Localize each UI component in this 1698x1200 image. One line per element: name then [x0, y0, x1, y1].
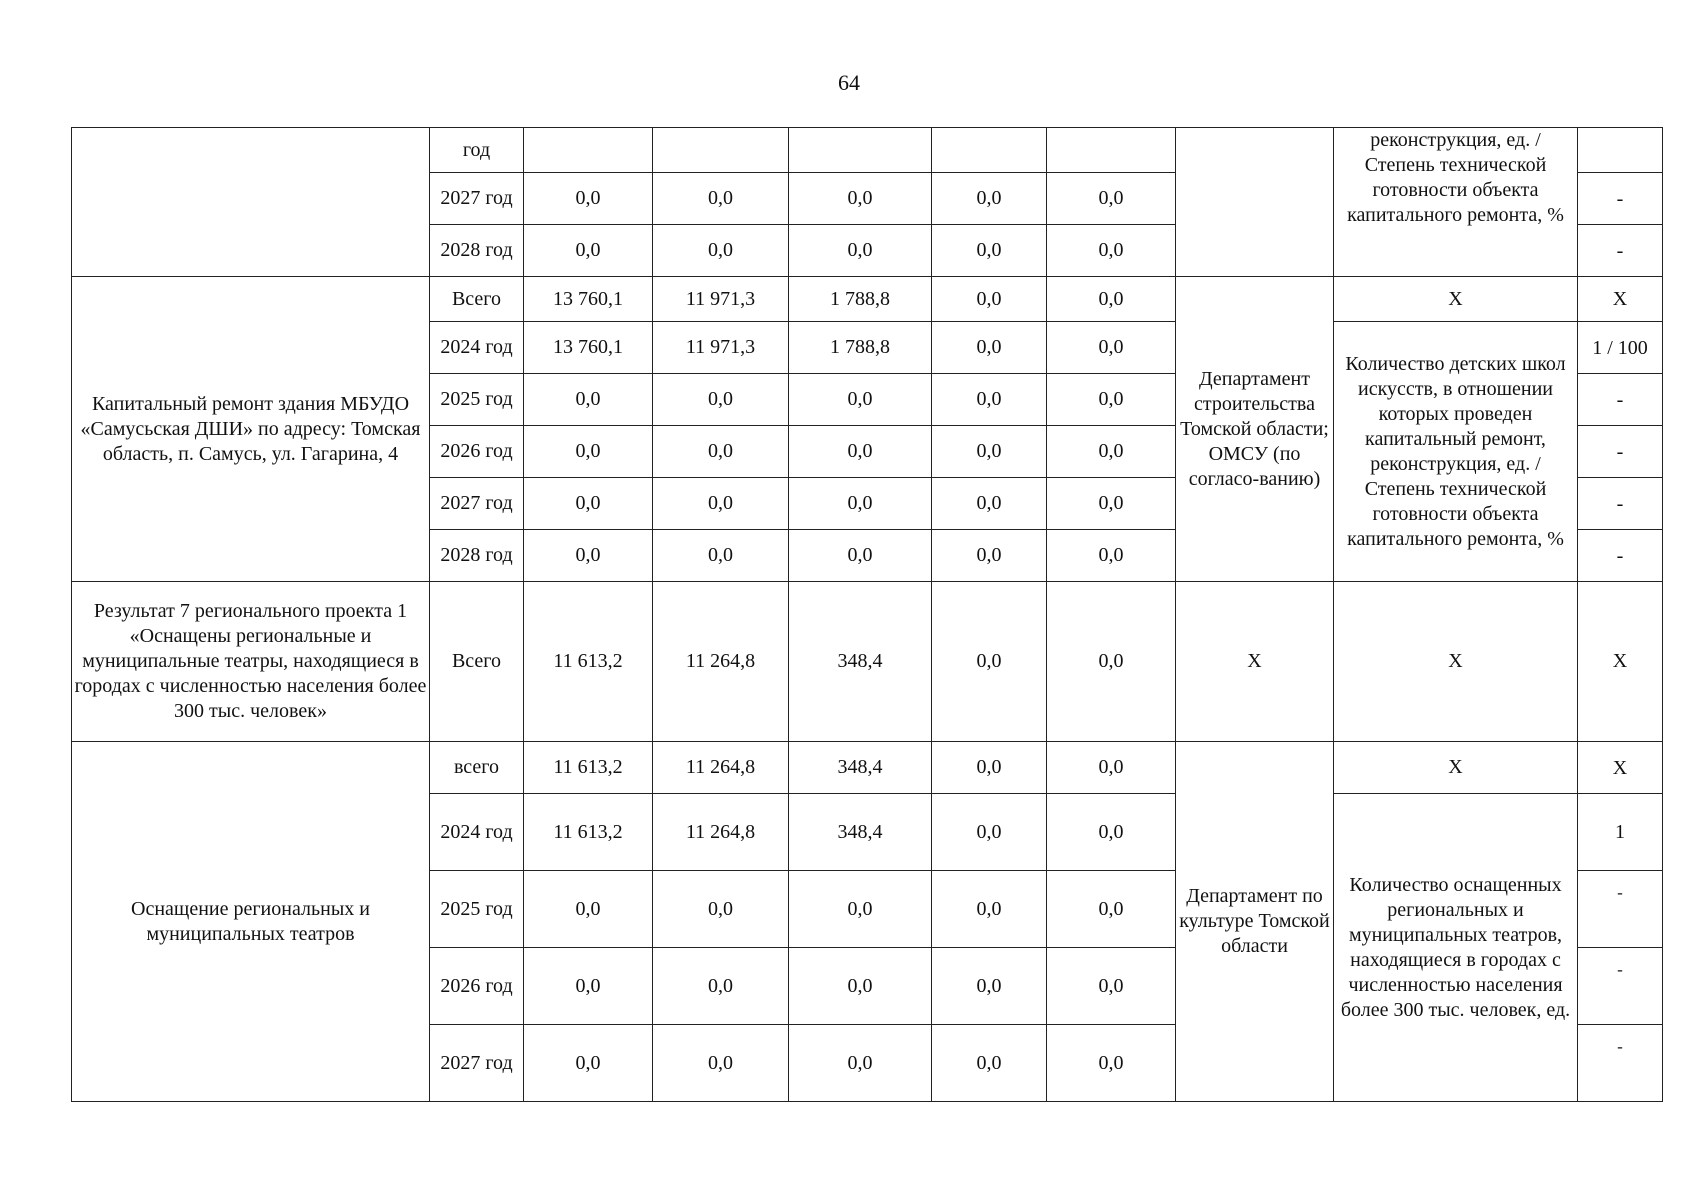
- table-row: [72, 277, 1663, 322]
- regional-amount-cell: 1 788,8: [789, 322, 932, 374]
- indicator-value-cell: -: [1578, 426, 1663, 478]
- federal-amount-cell: 11 971,3: [653, 322, 789, 374]
- regional-amount-cell: 0,0: [789, 225, 932, 277]
- other-amount-cell: 0,0: [1047, 478, 1176, 530]
- regional-amount-cell: 0,0: [789, 530, 932, 582]
- total-amount-cell: 13 760,1: [524, 322, 653, 374]
- federal-amount-cell: 11 264,8: [653, 582, 789, 742]
- regional-amount-cell: 0,0: [789, 1025, 932, 1102]
- indicator-cell: Количество детских школ искусств, в отношении которых проведен капитальный ремонт, реконструкция, ед. / Степень технической готовности объекта капитального ремонта, %: [1334, 322, 1578, 582]
- regional-amount-cell: 348,4: [789, 742, 932, 794]
- total-amount-cell: 0,0: [524, 225, 653, 277]
- indicator-value-cell: Х: [1578, 582, 1663, 742]
- total-amount-cell: 0,0: [524, 948, 653, 1025]
- indicator-cell: Х: [1334, 277, 1578, 322]
- other-amount-cell: 0,0: [1047, 173, 1176, 225]
- other-amount-cell: 0,0: [1047, 794, 1176, 871]
- local-amount-cell: 0,0: [932, 478, 1047, 530]
- year-cell: 2026 год: [430, 948, 524, 1025]
- indicator-cell: Х: [1334, 582, 1578, 742]
- local-amount-cell: 0,0: [932, 277, 1047, 322]
- table-row: [72, 128, 1663, 173]
- total-amount-cell: 0,0: [524, 173, 653, 225]
- regional-amount-cell: 1 788,8: [789, 277, 932, 322]
- local-amount-cell: [932, 128, 1047, 173]
- other-amount-cell: 0,0: [1047, 374, 1176, 426]
- total-amount-cell: 0,0: [524, 1025, 653, 1102]
- regional-amount-cell: [789, 128, 932, 173]
- other-amount-cell: [1047, 128, 1176, 173]
- total-amount-cell: 11 613,2: [524, 582, 653, 742]
- local-amount-cell: 0,0: [932, 871, 1047, 948]
- executor-cell: Департамент строительства Томской области; ОМСУ (по согласо-ванию): [1176, 277, 1334, 582]
- other-amount-cell: 0,0: [1047, 426, 1176, 478]
- regional-amount-cell: 0,0: [789, 871, 932, 948]
- page-number: 64: [838, 70, 860, 95]
- total-amount-cell: 0,0: [524, 426, 653, 478]
- year-cell: всего: [430, 742, 524, 794]
- indicator-value-cell: -: [1578, 948, 1663, 1025]
- regional-amount-cell: 0,0: [789, 173, 932, 225]
- indicator-cell: Количество оснащенных региональных и муниципальных театров, находящиеся в городах с численностью населения более 300 тыс. человек, ед.: [1334, 794, 1578, 1102]
- indicator-value-cell: -: [1578, 374, 1663, 426]
- local-amount-cell: 0,0: [932, 948, 1047, 1025]
- local-amount-cell: 0,0: [932, 582, 1047, 742]
- federal-amount-cell: 0,0: [653, 426, 789, 478]
- year-cell: 2025 год: [430, 374, 524, 426]
- year-cell: 2028 год: [430, 530, 524, 582]
- local-amount-cell: 0,0: [932, 1025, 1047, 1102]
- local-amount-cell: 0,0: [932, 530, 1047, 582]
- federal-amount-cell: 0,0: [653, 948, 789, 1025]
- total-amount-cell: 0,0: [524, 871, 653, 948]
- federal-amount-cell: 0,0: [653, 530, 789, 582]
- event-name-cell: Капитальный ремонт здания МБУДО «Самусьская ДШИ» по адресу: Томская область, п. Самусь, ул. Гагарина, 4: [72, 277, 430, 582]
- local-amount-cell: 0,0: [932, 173, 1047, 225]
- year-cell: год: [430, 128, 524, 173]
- indicator-value-cell: 1 / 100: [1578, 322, 1663, 374]
- result-name-cell: Результат 7 регионального проекта 1 «Оснащены региональные и муниципальные театры, находящиеся в городах с численностью населения более 300 тыс. человек»: [72, 582, 430, 742]
- other-amount-cell: 0,0: [1047, 948, 1176, 1025]
- event-name-cell: Оснащение региональных и муниципальных театров: [72, 742, 430, 1102]
- federal-amount-cell: [653, 128, 789, 173]
- total-amount-cell: 0,0: [524, 478, 653, 530]
- federal-amount-cell: 11 971,3: [653, 277, 789, 322]
- federal-amount-cell: 0,0: [653, 1025, 789, 1102]
- event-name-cell: [72, 128, 430, 277]
- executor-cell: Департамент по культуре Томской области: [1176, 742, 1334, 1102]
- indicator-cell: реконструкция, ед. / Степень технической готовности объекта капитального ремонта, %: [1334, 128, 1578, 277]
- indicator-value-cell: -: [1578, 478, 1663, 530]
- year-cell: Всего: [430, 277, 524, 322]
- year-cell: 2027 год: [430, 1025, 524, 1102]
- regional-amount-cell: 0,0: [789, 374, 932, 426]
- regional-amount-cell: 0,0: [789, 948, 932, 1025]
- indicator-value-cell: -: [1578, 871, 1663, 948]
- year-cell: 2026 год: [430, 426, 524, 478]
- other-amount-cell: 0,0: [1047, 582, 1176, 742]
- federal-amount-cell: 0,0: [653, 871, 789, 948]
- indicator-value-cell: -: [1578, 173, 1663, 225]
- other-amount-cell: 0,0: [1047, 530, 1176, 582]
- indicator-value-cell: [1578, 128, 1663, 173]
- local-amount-cell: 0,0: [932, 794, 1047, 871]
- executor-cell: Х: [1176, 582, 1334, 742]
- total-amount-cell: 13 760,1: [524, 277, 653, 322]
- indicator-cell: Х: [1334, 742, 1578, 794]
- executor-cell: [1176, 128, 1334, 277]
- table-row: [72, 742, 1663, 794]
- total-amount-cell: 0,0: [524, 374, 653, 426]
- year-cell: 2024 год: [430, 322, 524, 374]
- year-cell: 2028 год: [430, 225, 524, 277]
- indicator-value-cell: 1: [1578, 794, 1663, 871]
- total-amount-cell: 11 613,2: [524, 742, 653, 794]
- year-cell: 2027 год: [430, 173, 524, 225]
- local-amount-cell: 0,0: [932, 225, 1047, 277]
- year-cell: 2024 год: [430, 794, 524, 871]
- local-amount-cell: 0,0: [932, 322, 1047, 374]
- program-table: [71, 127, 1663, 1102]
- indicator-value-cell: -: [1578, 530, 1663, 582]
- federal-amount-cell: 0,0: [653, 478, 789, 530]
- regional-amount-cell: 348,4: [789, 794, 932, 871]
- regional-amount-cell: 0,0: [789, 426, 932, 478]
- table-row: [72, 582, 1663, 742]
- other-amount-cell: 0,0: [1047, 225, 1176, 277]
- local-amount-cell: 0,0: [932, 742, 1047, 794]
- indicator-value-cell: -: [1578, 225, 1663, 277]
- federal-amount-cell: 11 264,8: [653, 794, 789, 871]
- indicator-value-cell: Х: [1578, 277, 1663, 322]
- other-amount-cell: 0,0: [1047, 871, 1176, 948]
- federal-amount-cell: 0,0: [653, 374, 789, 426]
- regional-amount-cell: 0,0: [789, 478, 932, 530]
- other-amount-cell: 0,0: [1047, 322, 1176, 374]
- year-cell: 2027 год: [430, 478, 524, 530]
- other-amount-cell: 0,0: [1047, 277, 1176, 322]
- total-amount-cell: 11 613,2: [524, 794, 653, 871]
- local-amount-cell: 0,0: [932, 426, 1047, 478]
- total-amount-cell: [524, 128, 653, 173]
- federal-amount-cell: 0,0: [653, 225, 789, 277]
- year-cell: Всего: [430, 582, 524, 742]
- regional-amount-cell: 348,4: [789, 582, 932, 742]
- federal-amount-cell: 11 264,8: [653, 742, 789, 794]
- other-amount-cell: 0,0: [1047, 742, 1176, 794]
- indicator-value-cell: -: [1578, 1025, 1663, 1102]
- year-cell: 2025 год: [430, 871, 524, 948]
- federal-amount-cell: 0,0: [653, 173, 789, 225]
- local-amount-cell: 0,0: [932, 374, 1047, 426]
- other-amount-cell: 0,0: [1047, 1025, 1176, 1102]
- total-amount-cell: 0,0: [524, 530, 653, 582]
- indicator-value-cell: Х: [1578, 742, 1663, 794]
